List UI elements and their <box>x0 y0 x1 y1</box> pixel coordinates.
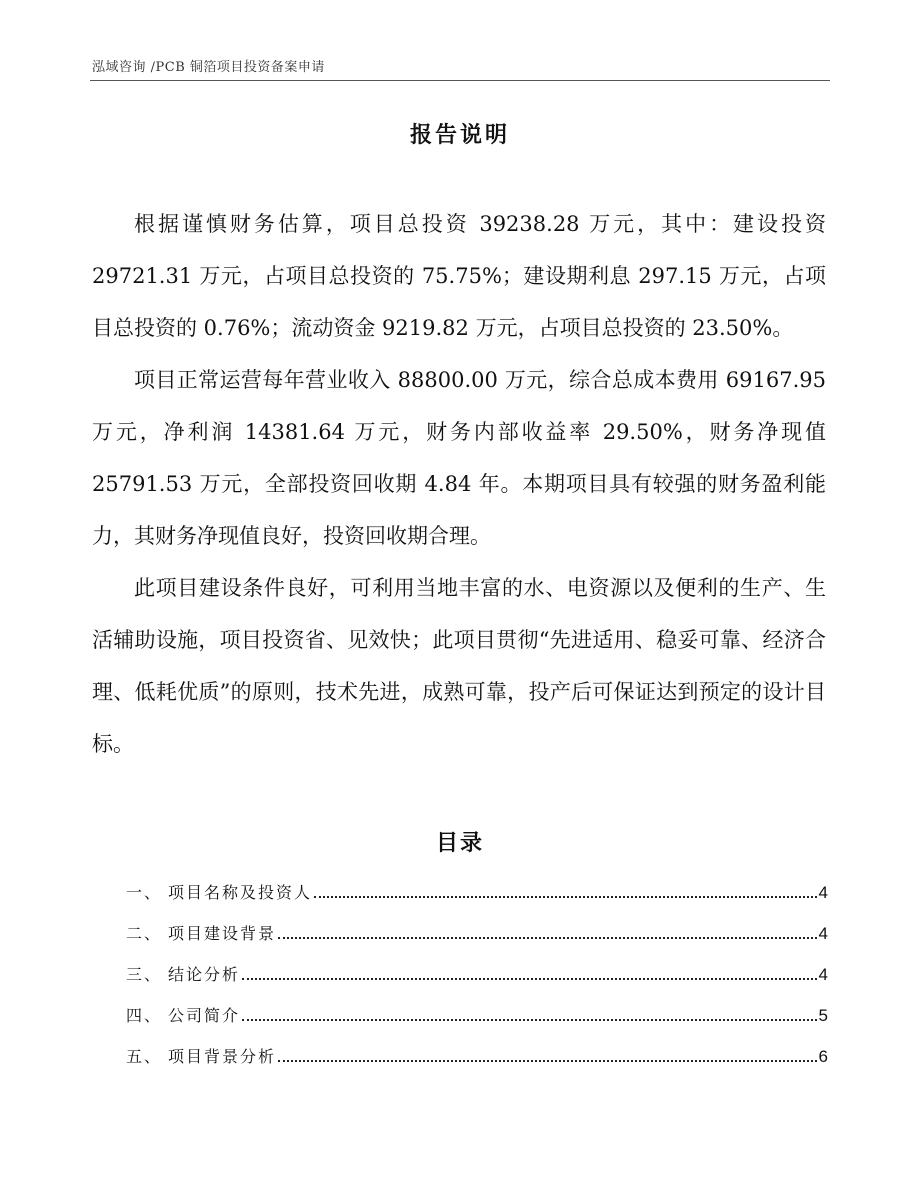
toc-leader-dots <box>242 1019 817 1021</box>
paragraph-revenue: 项目正常运营每年营业收入 88800.00 万元，综合总成本费用 69167.95 万元，净利润 14381.64 万元，财务内部收益率 29.50%，财务净现值 25791.53 万元，全部投资回收期 4.84 年。本期项目具有较强的财务盈利能力，其财务净现值良好，投资回收期合理。 <box>92 368 826 548</box>
page-header: 泓域咨询 /PCB 铜箔项目投资备案申请 <box>92 60 325 75</box>
toc-entry-label: 项目名称及投资人 <box>168 883 313 902</box>
paragraph-investment: 根据谨慎财务估算，项目总投资 39238.28 万元，其中：建设投资 29721.31 万元，占项目总投资的 75.75%；建设期利息 297.15 万元，占项目总投资的 0.76%；流动资金 9219.82 万元，占项目总投资的 23.50%。 <box>92 212 826 340</box>
toc-entry-number: 一、 <box>126 883 163 902</box>
toc-entry[interactable] <box>126 880 828 921</box>
table-of-contents <box>126 880 828 1085</box>
toc-leader-dots <box>314 896 817 898</box>
toc-title: 目录 <box>435 830 484 856</box>
toc-entry[interactable] <box>126 921 828 962</box>
toc-entry[interactable] <box>126 1003 828 1044</box>
toc-leader-dots <box>242 978 817 980</box>
toc-entry-page: 4 <box>818 965 828 984</box>
toc-leader-dots <box>278 937 817 939</box>
toc-entry[interactable] <box>126 1044 828 1085</box>
toc-entry-number: 三、 <box>126 965 163 984</box>
toc-entry-number: 四、 <box>126 1006 163 1025</box>
toc-entry-page: 6 <box>818 1047 828 1066</box>
paragraph-conditions: 此项目建设条件良好，可利用当地丰富的水、电资源以及便利的生产、生活辅助设施，项目投资省、见效快；此项目贯彻“先进适用、稳妥可靠、经济合理、低耗优质”的原则，技术先进，成熟可靠，投产后可保证达到预定的设计目标。 <box>92 576 826 756</box>
toc-entry-page: 4 <box>818 883 828 902</box>
report-title: 报告说明 <box>409 122 510 148</box>
toc-leader-dots <box>278 1060 817 1062</box>
toc-entry-page: 5 <box>818 1006 828 1025</box>
toc-entry-number: 二、 <box>126 924 163 943</box>
toc-entry-label: 公司简介 <box>168 1006 241 1025</box>
header-divider <box>90 80 830 81</box>
toc-entry[interactable] <box>126 962 828 1003</box>
toc-entry-number: 五、 <box>126 1047 163 1066</box>
toc-entry-label: 项目建设背景 <box>168 924 277 943</box>
toc-entry-page: 4 <box>818 924 828 943</box>
report-body <box>92 198 826 770</box>
toc-entry-label: 项目背景分析 <box>168 1047 277 1066</box>
toc-entry-label: 结论分析 <box>168 965 241 984</box>
